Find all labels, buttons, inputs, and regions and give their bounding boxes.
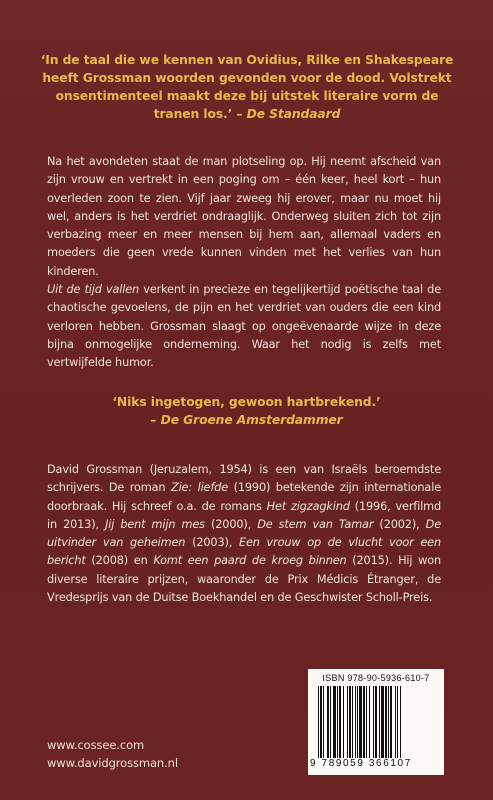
barcode-bar bbox=[320, 686, 322, 758]
review-quote-middle bbox=[60, 393, 433, 429]
bio-text: David Grossman (Jeruzalem, 1954) is een van Israëls beroemdste schrijvers. De roman bbox=[47, 463, 441, 495]
bio-text: (1996, verfilmd in 2013), bbox=[47, 499, 441, 531]
barcode-bar bbox=[349, 686, 351, 758]
barcode-bar bbox=[339, 686, 341, 758]
ean-digits: 9 789059 366107 bbox=[310, 758, 412, 769]
bio-book-title: Jij bent mijn mes bbox=[105, 517, 205, 531]
barcode-bar bbox=[327, 686, 329, 758]
author-bio bbox=[47, 461, 441, 607]
blurb-paragraph-2 bbox=[47, 281, 441, 372]
barcode-bar bbox=[352, 686, 353, 758]
blurb-paragraph-2-text: verkent in precieze en tegelijkertijd poëtische taal de chaotische gevoelens, de pijn en het verdriet van ouders die een kind verloren hebben. Grossman slaagt op ongeëvenaarde wijze in deze bijna onmogelijke onderneming. Waar het nodig is zelfs met vertwijfelde humor. bbox=[47, 283, 442, 370]
bio-book-title: Het zigzagkind bbox=[266, 499, 350, 513]
barcode-bar bbox=[388, 686, 389, 758]
barcode-bar bbox=[373, 686, 374, 758]
barcode-bar bbox=[323, 686, 324, 758]
review-quote-middle-source: – De Groene Amsterdammer bbox=[150, 413, 343, 427]
barcode-bar bbox=[333, 686, 336, 758]
barcode-bars bbox=[318, 686, 436, 758]
isbn-barcode bbox=[308, 669, 444, 775]
review-quote-top bbox=[32, 51, 462, 123]
bio-book-title: De stem van Tamar bbox=[257, 517, 374, 531]
barcode-bar bbox=[381, 686, 384, 758]
barcode-bar bbox=[337, 686, 338, 758]
barcode-bar bbox=[366, 686, 367, 758]
barcode-bar bbox=[343, 686, 344, 758]
barcode-bar bbox=[400, 686, 401, 758]
review-quote-top-text: ‘In de taal die we kennen van Ovidius, Rilke en Shakespeare heeft Grossman woorden gevonden voor de dood. Volstrekt onsentimenteel maakt deze bij uitstek literaire vorm de tranen los.’ – bbox=[40, 53, 454, 121]
bio-text: (2008) en bbox=[85, 554, 154, 568]
barcode-bar bbox=[330, 686, 331, 758]
bio-text: (1990) betekende zijn internationale doorbraak. Hij schreef o.a. de romans bbox=[47, 481, 441, 513]
barcode-bar bbox=[347, 686, 348, 758]
isbn-label: ISBN 978-90-5936-610-7 bbox=[322, 673, 430, 683]
bio-text: (2002), bbox=[373, 517, 426, 531]
bio-text: (2003), bbox=[185, 536, 239, 550]
blurb-paragraph-1: Na het avondeten staat de man plotseling op. Hij neemt afscheid van zijn vrouw en vertrekt in een poging om – één keer, heel kort – hun overleden zoon te zien. Vijf jaar zweeg hij erover, maar nu moet hij wel, anders is het verdriet ondraaglijk. Onderweg sluiten zich tot zijn verbazing meer en meer mensen bij hem aan, allemaal vaders en moeders die geen vrede kunnen vinden met het verlies van hun kinderen. bbox=[47, 155, 441, 278]
barcode-bar bbox=[397, 686, 398, 758]
bio-book-title: Een vrouw op de vlucht voor een bericht bbox=[47, 536, 441, 568]
publisher-website-link[interactable]: www.cossee.com bbox=[47, 738, 145, 752]
barcode-bar bbox=[379, 686, 380, 758]
bio-book-title: Zie: liefde bbox=[170, 481, 229, 495]
review-quote-middle-text: ‘Niks ingetogen, gewoon hartbrekend.’ bbox=[112, 395, 381, 409]
book-blurb bbox=[47, 153, 441, 373]
bio-text: (2015). Hij won diverse literaire prijzen, waaronder de Prix Médicis Étranger, de Vredesprijs van de Duitse Boekhandel en de Geschwister Scholl-Preis. bbox=[47, 554, 441, 605]
bio-book-title: Komt een paard de kroeg binnen bbox=[153, 554, 347, 568]
barcode-bar bbox=[359, 686, 362, 758]
bio-text: (2000), bbox=[204, 517, 258, 531]
barcode-bar bbox=[375, 686, 377, 758]
barcode-bar bbox=[357, 686, 358, 758]
barcode-bar bbox=[363, 686, 365, 758]
barcode-bar bbox=[385, 686, 387, 758]
barcode-bar bbox=[369, 686, 370, 758]
review-quote-top-source: De Standaard bbox=[246, 107, 341, 121]
barcode-bar bbox=[390, 686, 392, 758]
barcode-bar bbox=[395, 686, 396, 758]
author-bio-paragraph bbox=[47, 461, 441, 607]
bio-book-title: De uitvinder van geheimen bbox=[47, 517, 442, 550]
author-website-link[interactable]: www.davidgrossman.nl bbox=[47, 756, 178, 770]
barcode-bar bbox=[355, 686, 356, 758]
blurb-book-title: Uit de tijd vallen bbox=[47, 283, 140, 297]
barcode-bar bbox=[318, 686, 319, 758]
